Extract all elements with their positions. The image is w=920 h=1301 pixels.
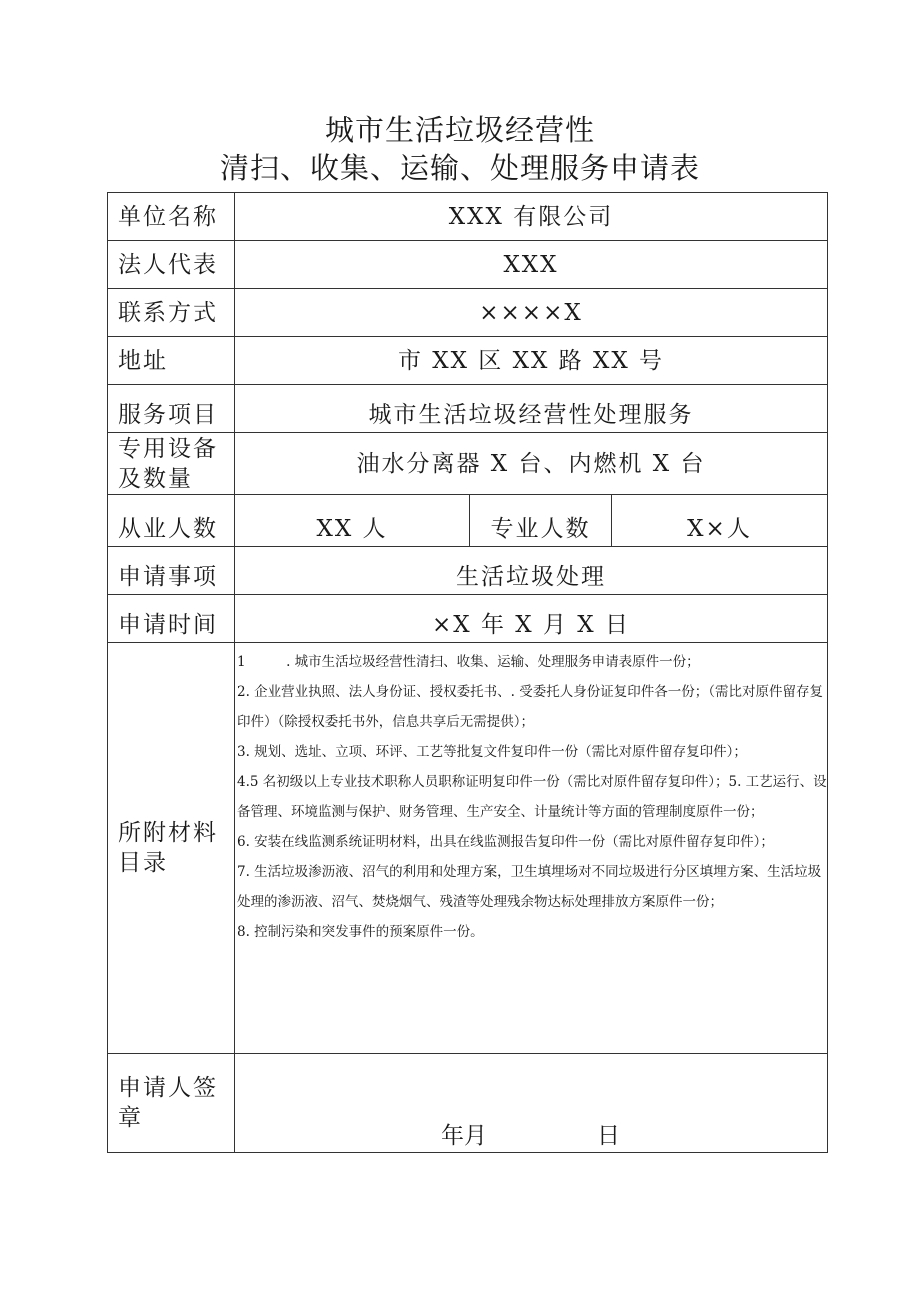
attachment-item: 2. 企业营业执照、法人身份证、授权委托书、. 受委托人身份证复印件各一份；（需比对原件留存复印件）（除授权委托书外，信息共享后无需提供）； bbox=[237, 684, 824, 730]
service-label: 服务项目 bbox=[108, 385, 235, 433]
attachments-label: 所附材料目录 bbox=[108, 643, 235, 1054]
address-label: 地址 bbox=[108, 337, 235, 385]
signature-label: 申请人签章 bbox=[108, 1054, 235, 1153]
matter-value: 生活垃圾处理 bbox=[235, 547, 828, 595]
signature-year-month: 年月 bbox=[441, 1123, 487, 1149]
date-value: ×X 年 X 月 X 日 bbox=[235, 595, 828, 643]
attachment-item: 8. 控制污染和突发事件的预案原件一份。 bbox=[237, 924, 484, 940]
equipment-value: 油水分离器 X 台、内燃机 X 台 bbox=[235, 433, 828, 495]
contact-label: 联系方式 bbox=[108, 289, 235, 337]
form-title-line1: 城市生活垃圾经营性 bbox=[324, 113, 595, 147]
attachments-list bbox=[235, 643, 828, 1054]
address-value: 市 XX 区 XX 路 XX 号 bbox=[235, 337, 828, 385]
equipment-label: 专用设备及数量 bbox=[108, 433, 235, 495]
row-legal-rep bbox=[108, 241, 828, 289]
form-title-line2: 清扫、收集、运输、处理服务申请表 bbox=[219, 151, 700, 185]
pro-staff-value: X×人 bbox=[612, 495, 828, 547]
contact-value: ××××X bbox=[235, 289, 828, 337]
attachment-item: 1 . 城市生活垃圾经营性清扫、收集、运输、处理服务申请表原件一份； bbox=[237, 654, 700, 670]
row-service bbox=[108, 385, 828, 433]
legal-rep-value: XXX bbox=[235, 241, 828, 289]
legal-rep-label: 法人代表 bbox=[108, 241, 235, 289]
unit-name-label: 单位名称 bbox=[108, 193, 235, 241]
row-date bbox=[108, 595, 828, 643]
row-matter bbox=[108, 547, 828, 595]
signature-area bbox=[235, 1054, 828, 1153]
date-label: 申请时间 bbox=[108, 595, 235, 643]
attachment-item: 7. 生活垃圾渗沥液、沼气的利用和处理方案，卫生填埋场对不同垃圾进行分区填埋方案、生活垃圾处理的渗沥液、沼气、焚烧烟气、残渣等处理残余物达标处理排放方案原件一份； bbox=[237, 864, 822, 910]
row-address bbox=[108, 337, 828, 385]
row-equipment bbox=[108, 433, 828, 495]
row-signature bbox=[108, 1054, 828, 1153]
row-attachments bbox=[108, 643, 828, 1054]
unit-name-value: XXX 有限公司 bbox=[235, 193, 828, 241]
staff-value: XX 人 bbox=[235, 495, 470, 547]
row-contact bbox=[108, 289, 828, 337]
pro-staff-label: 专业人数 bbox=[470, 495, 612, 547]
service-value: 城市生活垃圾经营性处理服务 bbox=[235, 385, 828, 433]
signature-day: 日 bbox=[597, 1123, 620, 1149]
matter-label: 申请事项 bbox=[108, 547, 235, 595]
attachment-item: 3. 规划、选址、立项、环评、工艺等批复文件复印件一份（需比对原件留存复印件）； bbox=[237, 744, 747, 760]
application-form-table bbox=[107, 192, 828, 1153]
row-unit-name bbox=[108, 193, 828, 241]
row-staff bbox=[108, 495, 828, 547]
attachment-item: 4.5 名初级以上专业技术职称人员职称证明复印件一份（需比对原件留存复印件）；5. 工艺运行、设备管理、环境监测与保护、财务管理、生产安全、计量统计等方面的管理制度原件一份； bbox=[237, 774, 827, 820]
attachment-item: 6. 安装在线监测系统证明材料，出具在线监测报告复印件一份（需比对原件留存复印件）； bbox=[237, 834, 774, 850]
staff-label: 从业人数 bbox=[108, 495, 235, 547]
